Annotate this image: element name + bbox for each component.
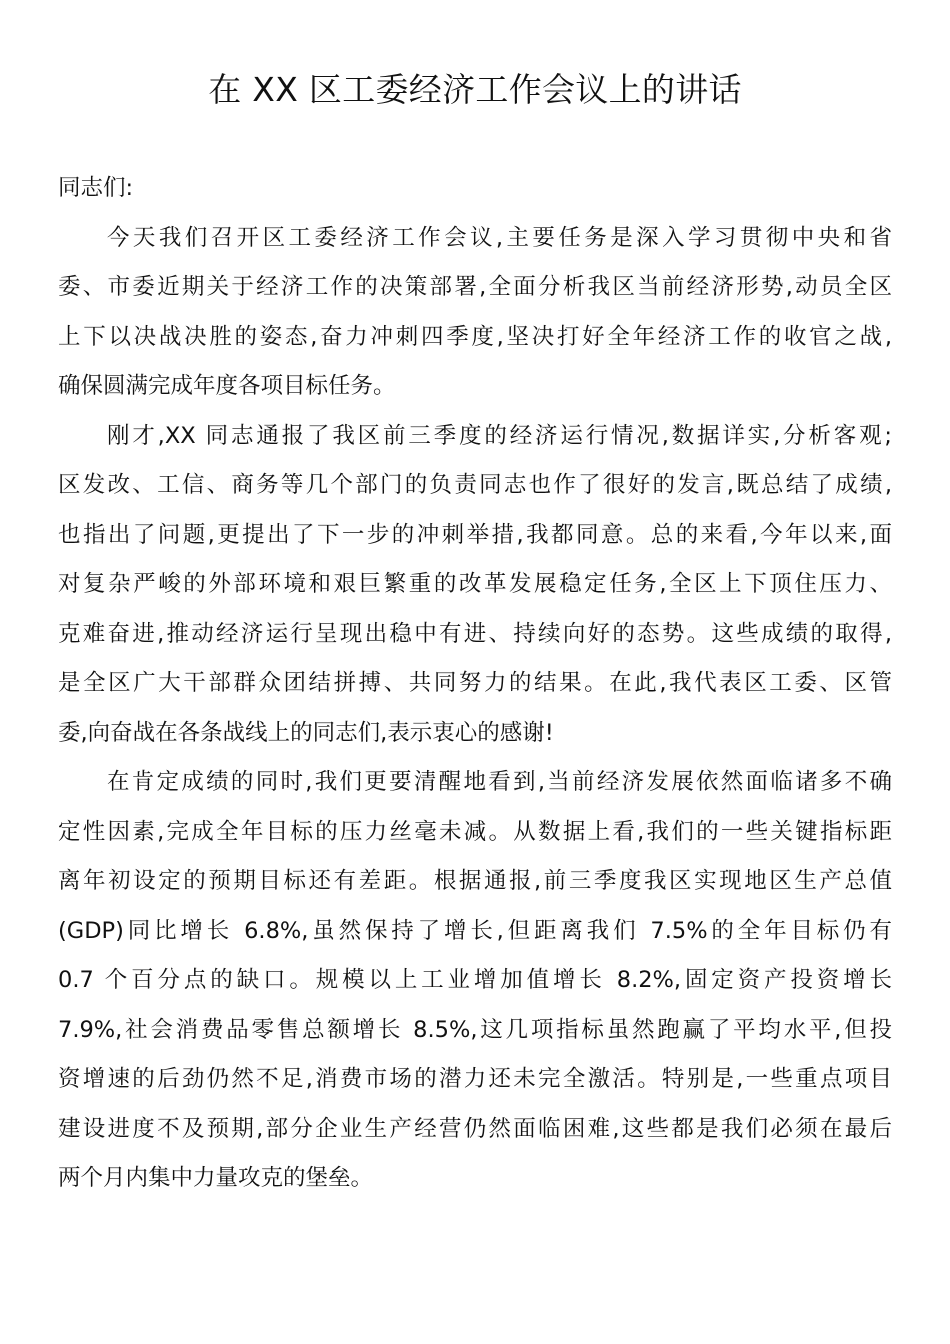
paragraph-line: 资增速的后劲仍然不足,消费市场的潜力还未完全激活。特别是,一些重点项目 bbox=[58, 1066, 892, 1092]
paragraph-line: 克难奋进,推动经济运行呈现出稳中有进、持续向好的态势。这些成绩的取得, bbox=[58, 620, 892, 647]
paragraph-line: 定性因素,完成全年目标的压力丝毫未减。从数据上看,我们的一些关键指标距 bbox=[58, 818, 892, 845]
paragraph-line: 上下以决战决胜的姿态,奋力冲刺四季度,坚决打好全年经济工作的收官之战, bbox=[58, 323, 892, 350]
paragraph-line: 区发改、工信、商务等几个部门的负责同志也作了很好的发言,既总结了成绩, bbox=[58, 472, 892, 498]
document-body bbox=[58, 164, 892, 1204]
paragraph-line: 两个月内集中力量攻克的堡垒。 bbox=[58, 1165, 374, 1191]
paragraph-line: 今天我们召开区工委经济工作会议,主要任务是深入学习贯彻中央和省 bbox=[107, 224, 892, 251]
paragraph-2 bbox=[58, 412, 892, 759]
paragraph-line: 在肯定成绩的同时,我们更要清醒地看到,当前经济发展依然面临诸多不确 bbox=[107, 769, 892, 795]
paragraph-line: 是全区广大干部群众团结拼搏、共同努力的结果。在此,我代表区工委、区管 bbox=[58, 670, 892, 696]
paragraph-3 bbox=[58, 758, 892, 1204]
paragraph-line: (GDP)同比增长 6.8%,虽然保持了增长,但距离我们 7.5%的全年目标仍有 bbox=[58, 917, 892, 944]
paragraph-line: 也指出了问题,更提出了下一步的冲刺举措,我都同意。总的来看,今年以来,面 bbox=[58, 521, 892, 548]
paragraph-line: 确保圆满完成年度各项目标任务。 bbox=[58, 373, 396, 399]
paragraph-line: 7.9%,社会消费品零售总额增长 8.5%,这几项指标虽然跑赢了平均水平,但投 bbox=[58, 1016, 892, 1043]
paragraph-line: 委、市委近期关于经济工作的决策部署,全面分析我区当前经济形势,动员全区 bbox=[58, 274, 892, 300]
document-title: 在 XX 区工委经济工作会议上的讲话 bbox=[208, 70, 742, 109]
paragraph-line: 离年初设定的预期目标还有差距。根据通报,前三季度我区实现地区生产总值 bbox=[58, 868, 892, 894]
paragraph-line: 对复杂严峻的外部环境和艰巨繁重的改革发展稳定任务,全区上下顶住压力、 bbox=[58, 571, 892, 597]
paragraph-line: 建设进度不及预期,部分企业生产经营仍然面临困难,这些都是我们必须在最后 bbox=[58, 1115, 892, 1142]
paragraph-1 bbox=[58, 214, 892, 412]
paragraph-line: 0.7 个百分点的缺口。规模以上工业增加值增长 8.2%,固定资产投资增长 bbox=[58, 967, 892, 993]
paragraph-line: 刚才,XX 同志通报了我区前三季度的经济运行情况,数据详实,分析客观; bbox=[107, 422, 892, 449]
salutation: 同志们: bbox=[58, 175, 134, 201]
paragraph-line: 委,向奋战在各条战线上的同志们,表示衷心的感谢! bbox=[58, 719, 554, 746]
